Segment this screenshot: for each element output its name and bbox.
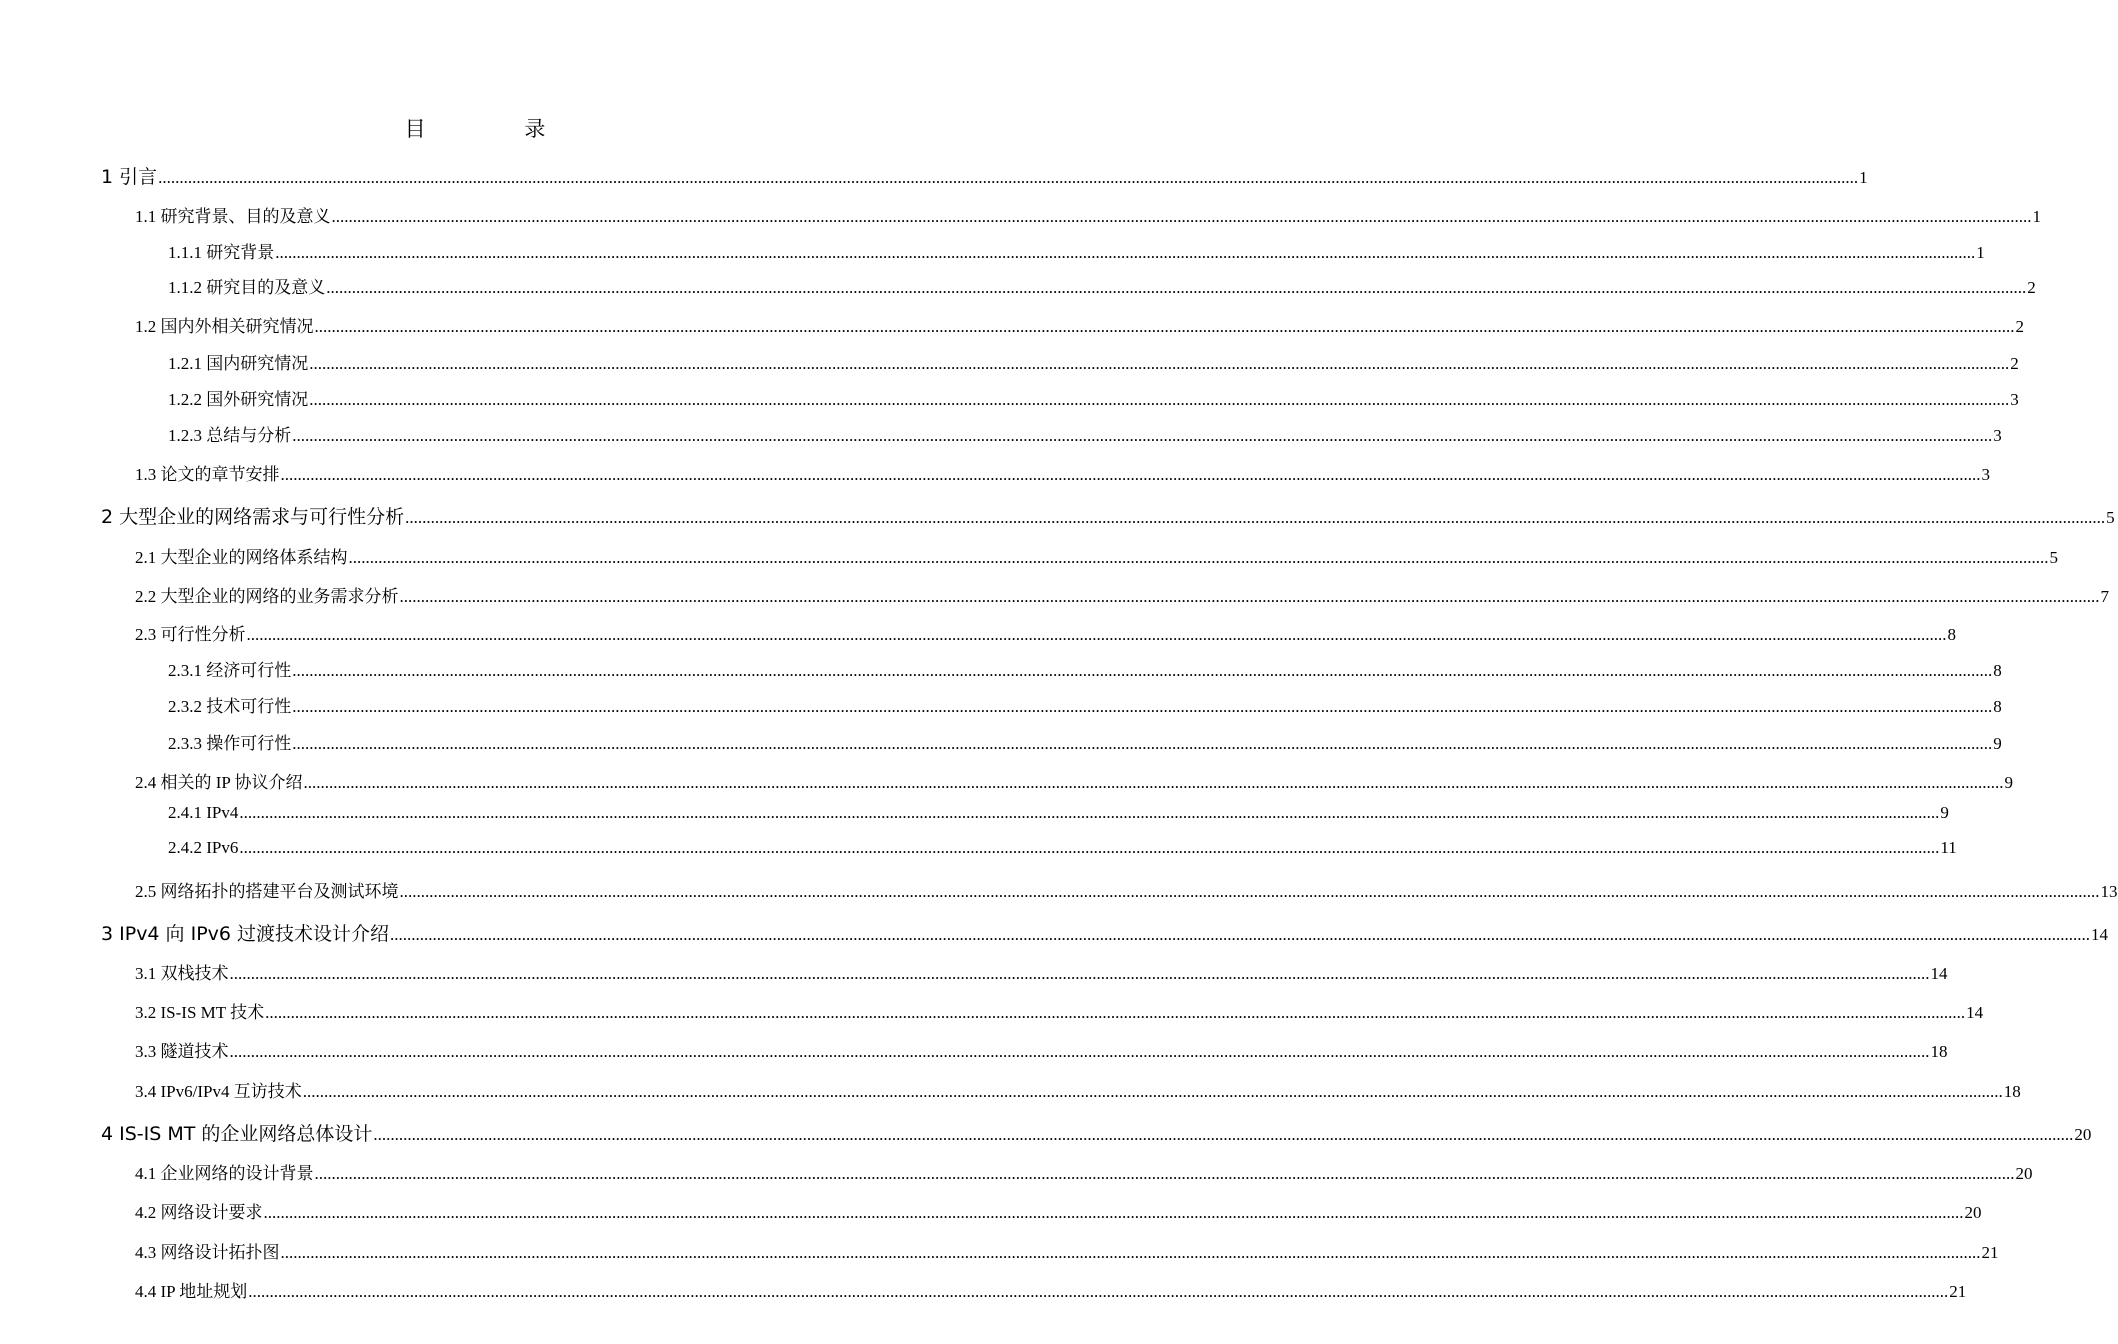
toc-entry-page-number: 14 [2091,925,2109,944]
toc-leader-dots: ................................................................................................................................................................................................................................................................................................................................................................................................................ [302,1082,2003,1101]
toc-leader-dots: ................................................................................................................................................................................................................................................................................................................................................................................................................ [399,587,2100,606]
toc-entry[interactable] [0,729,2002,754]
toc-leader-dots: ................................................................................................................................................................................................................................................................................................................................................................................................................ [239,838,1940,857]
toc-entry-page-number: 2 [2027,278,2036,297]
toc-entry-page-number: 18 [1930,1042,1948,1061]
toc-entry-page-number: 20 [2074,1125,2092,1144]
toc-entry-label: 2.3.3 操作可行性 [168,734,292,753]
toc-entry[interactable] [0,543,2058,568]
toc-entry[interactable] [0,803,1949,823]
toc-entry-label: 3.4 IPv6/IPv4 互访技术 [135,1082,302,1101]
toc-entry-label: 3 IPv4 向 IPv6 过渡技术设计介绍 [101,923,390,945]
toc-entry-label: 2.3 可行性分析 [135,625,246,644]
toc-entry[interactable] [0,312,2024,337]
toc-leader-dots: ................................................................................................................................................................................................................................................................................................................................................................................................................ [314,1164,2015,1183]
toc-entry-label: 4.2 网络设计要求 [135,1203,263,1222]
toc-entry[interactable] [0,349,2019,374]
toc-entry-page-number: 8 [1947,625,1956,644]
toc-entry-label: 2.3.1 经济可行性 [168,661,292,680]
toc-entry-label: 3.2 IS-IS MT 技术 [135,1003,265,1022]
toc-leader-dots: ................................................................................................................................................................................................................................................................................................................................................................................................................ [229,964,1930,983]
toc-entry-label: 3.1 双栈技术 [135,964,229,983]
toc-entry-label: 1.1 研究背景、目的及意义 [135,207,331,226]
toc-entry-label: 4 IS-IS MT 的企业网络总体设计 [101,1123,373,1145]
toc-leader-dots: ................................................................................................................................................................................................................................................................................................................................................................................................................ [292,697,1993,716]
toc-entry[interactable] [0,1037,1948,1062]
toc-entry-page-number: 20 [2015,1164,2033,1183]
toc-leader-dots: ................................................................................................................................................................................................................................................................................................................................................................................................................ [303,773,2004,792]
toc-leader-dots: ................................................................................................................................................................................................................................................................................................................................................................................................................ [280,465,1981,484]
toc-leader-dots: ................................................................................................................................................................................................................................................................................................................................................................................................................ [265,1003,1966,1022]
toc-entry-label: 2.4.2 IPv6 [168,838,239,857]
toc-entry[interactable] [0,877,2118,902]
toc-leader-dots: ................................................................................................................................................................................................................................................................................................................................................................................................................ [309,354,2010,373]
toc-entry-label: 1.2.2 国外研究情况 [168,390,309,409]
toc-entry-label: 1.1.2 研究目的及意义 [168,278,326,297]
toc-entry-label: 1.3 论文的章节安排 [135,465,280,484]
toc-entry[interactable] [0,238,1985,263]
toc-entry-page-number: 1 [2032,207,2041,226]
toc-entry[interactable] [0,1119,2092,1146]
toc-entry[interactable] [0,1277,1967,1302]
toc-entry[interactable] [0,582,2109,607]
toc-leader-dots: ................................................................................................................................................................................................................................................................................................................................................................................................................ [275,243,1976,262]
toc-entry-page-number: 18 [2003,1082,2021,1101]
toc-entry[interactable] [0,385,2019,410]
toc-entry-page-number: 21 [1949,1282,1967,1301]
toc-entry[interactable] [0,273,2036,298]
toc-leader-dots: ................................................................................................................................................................................................................................................................................................................................................................................................................ [309,390,2010,409]
toc-leader-dots: ................................................................................................................................................................................................................................................................................................................................................................................................................ [348,548,2049,567]
toc-entry-page-number: 7 [2100,587,2109,606]
toc-entry[interactable] [0,620,1956,645]
toc-leader-dots: ................................................................................................................................................................................................................................................................................................................................................................................................................ [399,882,2100,901]
toc-entry-label: 1.1.1 研究背景 [168,243,275,262]
toc-entry-label: 2 大型企业的网络需求与可行性分析 [101,506,405,528]
toc-entry-page-number: 3 [1993,426,2002,445]
toc-entry-label: 4.4 IP 地址规划 [135,1282,248,1301]
toc-entry-page-number: 3 [2010,390,2019,409]
toc-entry-label: 3.3 隧道技术 [135,1042,229,1061]
toc-entry-label: 2.2 大型企业的网络的业务需求分析 [135,587,399,606]
toc-entry-page-number: 2 [2015,317,2024,336]
toc-leader-dots: ................................................................................................................................................................................................................................................................................................................................................................................................................ [292,734,1993,753]
toc-entry[interactable] [0,768,2013,793]
toc-entry-page-number: 9 [1940,803,1949,822]
toc-entry[interactable] [0,1238,1999,1263]
toc-entry-page-number: 3 [1981,465,1990,484]
toc-entry[interactable] [0,162,1868,189]
toc-entry-page-number: 9 [2004,773,2013,792]
toc-leader-dots: ................................................................................................................................................................................................................................................................................................................................................................................................................ [280,1243,1981,1262]
toc-entry-page-number: 5 [2049,548,2058,567]
toc-leader-dots: ................................................................................................................................................................................................................................................................................................................................................................................................................ [292,426,1993,445]
toc-entry-page-number: 14 [1930,964,1948,983]
toc-entry-page-number: 8 [1993,697,2002,716]
toc-entry[interactable] [0,692,2002,717]
toc-entry[interactable] [0,421,2002,446]
toc-entry-label: 2.1 大型企业的网络体系结构 [135,548,348,567]
toc-leader-dots: ................................................................................................................................................................................................................................................................................................................................................................................................................ [158,168,1859,187]
toc-entry-page-number: 5 [2106,508,2115,527]
toc-entry[interactable] [0,502,2115,529]
toc-entry[interactable] [0,202,2041,227]
toc-entry-page-number: 1 [1976,243,1985,262]
toc-entry[interactable] [0,959,1948,984]
toc-leader-dots: ................................................................................................................................................................................................................................................................................................................................................................................................................ [405,508,2106,527]
toc-entry-page-number: 14 [1966,1003,1984,1022]
toc-entry-label: 2.4 相关的 IP 协议介绍 [135,773,303,792]
toc-entry-page-number: 21 [1981,1243,1999,1262]
toc-entry-label: 2.5 网络拓扑的搭建平台及测试环境 [135,882,399,901]
toc-leader-dots: ................................................................................................................................................................................................................................................................................................................................................................................................................ [292,661,1993,680]
toc-leader-dots: ................................................................................................................................................................................................................................................................................................................................................................................................................ [263,1203,1964,1222]
toc-leader-dots: ................................................................................................................................................................................................................................................................................................................................................................................................................ [390,925,2091,944]
toc-entry-label: 1.2.3 总结与分析 [168,426,292,445]
toc-entry[interactable] [0,998,1984,1023]
toc-leader-dots: ................................................................................................................................................................................................................................................................................................................................................................................................................ [248,1282,1949,1301]
toc-entry[interactable] [0,656,2002,681]
toc-entry[interactable] [0,1198,1982,1223]
toc-entry[interactable] [0,1077,2021,1102]
toc-entry[interactable] [0,460,1990,485]
toc-entry-page-number: 8 [1993,661,2002,680]
toc-entry-label: 1.2.1 国内研究情况 [168,354,309,373]
toc-entry-label: 1.2 国内外相关研究情况 [135,317,314,336]
toc-entry-page-number: 20 [1964,1203,1982,1222]
toc-entry-page-number: 1 [1859,168,1868,187]
toc-entry-page-number: 11 [1940,838,1957,857]
toc-entry[interactable] [0,1159,2033,1184]
toc-entry-label: 2.4.1 IPv4 [168,803,239,822]
toc-leader-dots: ................................................................................................................................................................................................................................................................................................................................................................................................................ [331,207,2032,226]
toc-entry[interactable] [0,919,2109,946]
toc-leader-dots: ................................................................................................................................................................................................................................................................................................................................................................................................................ [246,625,1947,644]
toc-entry-label: 4.3 网络设计拓扑图 [135,1243,280,1262]
toc-entry-label: 2.3.2 技术可行性 [168,697,292,716]
toc-leader-dots: ................................................................................................................................................................................................................................................................................................................................................................................................................ [229,1042,1930,1061]
toc-entry-page-number: 13 [2100,882,2118,901]
toc-entry[interactable] [0,838,1957,858]
toc-leader-dots: ................................................................................................................................................................................................................................................................................................................................................................................................................ [314,317,2015,336]
toc-entry-page-number: 2 [2010,354,2019,373]
toc-leader-dots: ................................................................................................................................................................................................................................................................................................................................................................................................................ [326,278,2027,297]
toc-entry-page-number: 9 [1993,734,2002,753]
toc-entry-label: 1 引言 [101,166,158,188]
toc-entry-label: 4.1 企业网络的设计背景 [135,1164,314,1183]
toc-title: 目 录 [404,117,592,141]
toc-leader-dots: ................................................................................................................................................................................................................................................................................................................................................................................................................ [373,1125,2074,1144]
toc-leader-dots: ................................................................................................................................................................................................................................................................................................................................................................................................................ [239,803,1940,822]
